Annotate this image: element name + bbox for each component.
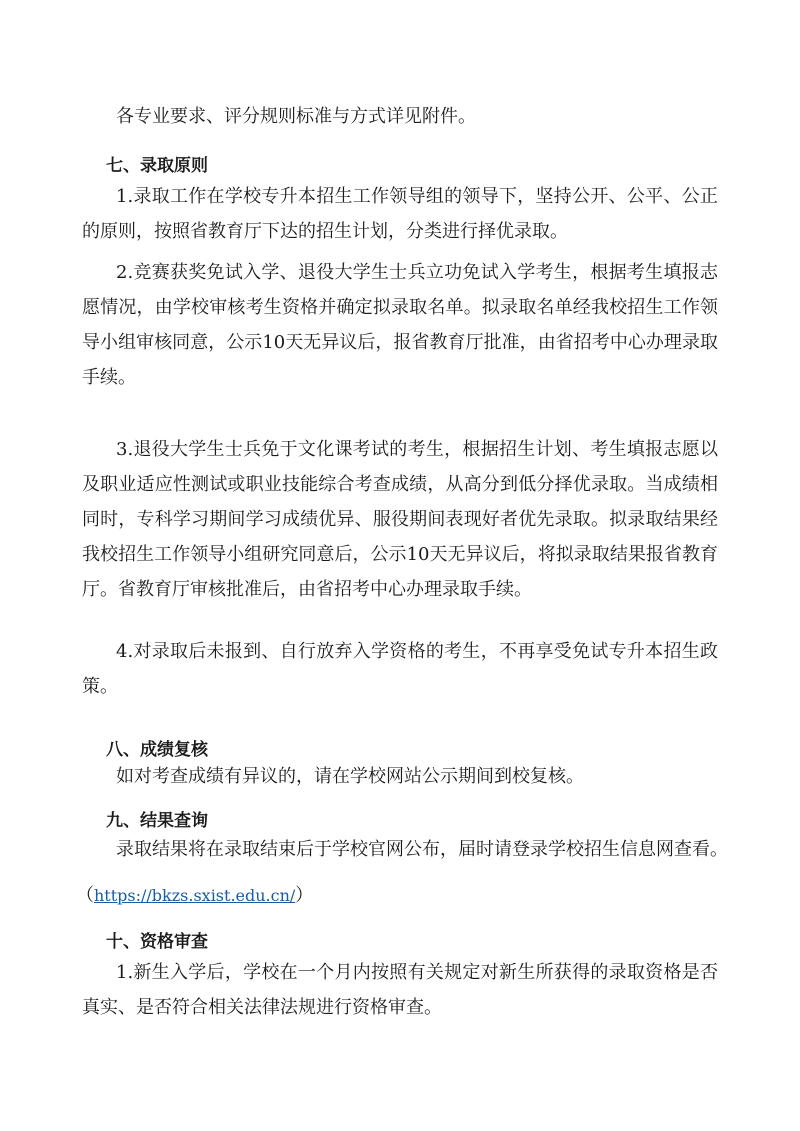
heading-qualification-review: 十、资格审查 [106, 932, 208, 952]
heading-score-review: 八、成绩复核 [106, 740, 208, 760]
paragraph-score-review: 如对考查成绩有异议的，请在学校网站公示期间到校复核。 [116, 766, 584, 787]
heading-admission-principles: 七、录取原则 [106, 156, 208, 176]
link-close-paren: ） [295, 885, 314, 906]
result-link-line [76, 878, 718, 913]
heading-result-query: 九、结果查询 [106, 811, 208, 831]
paragraph-result-query: 录取结果将在录取结束后于学校官网公布，届时请登录学校招生信息网查看。 [116, 839, 728, 860]
paragraph-qualification-1: 1.新生入学后，学校在一个月内按照有关规定对新生所获得的录取资格是否真实、是否符合相关法律法规进行资格审查。 [82, 962, 718, 1018]
paragraph-intro: 各专业要求、评分规则标准与方式详见附件。 [116, 106, 476, 127]
link-open-paren: （ [76, 885, 94, 906]
admissions-site-link[interactable]: https://bkzs.sxist.edu.cn/ [94, 886, 296, 905]
paragraph-admission-4: 4.对录取后未报到、自行放弃入学资格的考生，不再享受免试专升本招生政策。 [82, 641, 718, 697]
paragraph-admission-1: 1.录取工作在学校专升本招生工作领导组的领导下，坚持公开、公平、公正的原则，按照省教育厅下达的招生计划，分类进行择优录取。 [82, 186, 718, 242]
paragraph-admission-3: 3.退役大学生士兵免于文化课考试的考生，根据招生计划、考生填报志愿以及职业适应性测试或职业技能综合考查成绩，从高分到低分择优录取。当成绩相同时，专科学习期间学习成绩优异、服役期间表现好者优先录取。拟录取结果经我校招生工作领导小组研究同意后，公示10天无异议后，将拟录取结果报省教育厅。省教育厅审核批准后，由省招考中心办理录取手续。 [82, 439, 718, 600]
paragraph-admission-2: 2.竞赛获奖免试入学、退役大学生士兵立功免试入学考生，根据考生填报志愿情况，由学校审核考生资格并确定拟录取名单。拟录取名单经我校招生工作领导小组审核同意，公示10天无异议后，报省教育厅批准，由省招考中心办理录取手续。 [82, 262, 718, 388]
